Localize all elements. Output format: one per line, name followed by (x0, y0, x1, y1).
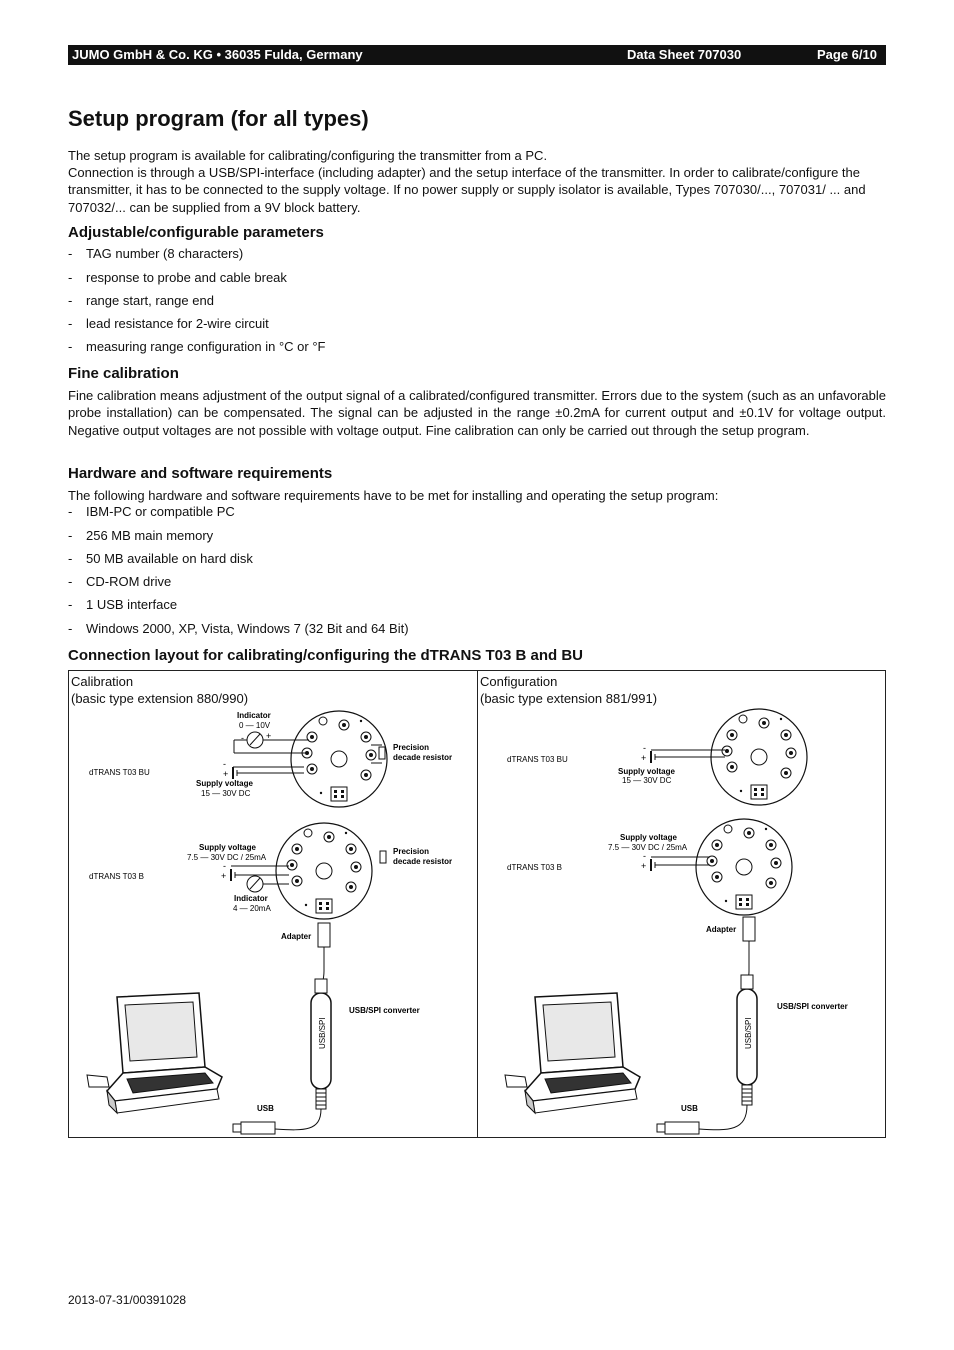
left-bu-transmitter (291, 711, 387, 807)
supply-top-range: 15 — 30V DC (201, 789, 251, 798)
left-converter-text: USB/SPI (318, 1017, 327, 1049)
list-item: - range start, range end (68, 293, 214, 308)
list-item: - TAG number (8 characters) (68, 246, 244, 261)
wiring-diagram (69, 671, 885, 1137)
intro-line-2: Connection is through a USB/SPI-interface (including adapter) and the setup interface of the transmitter. In order to calibrate/configure the transmitter, it has to be connected to the supply voltage. If no power supply or supply isolator is available, Types 707030/..., 707031/ ... and 707032/... can be supplied from a 9V block battery. (68, 165, 866, 215)
right-supply-mid-range: 7.5 — 30V DC / 25mA (608, 843, 688, 852)
left-b-transmitter (276, 823, 372, 919)
svg-text:+: + (223, 769, 229, 779)
list-item: - 1 USB interface (68, 597, 178, 612)
svg-text:+: + (221, 871, 227, 881)
right-converter-label: USB/SPI converter (777, 1002, 848, 1011)
svg-text:+: + (641, 861, 647, 871)
header-page: Page 6/10 (817, 47, 877, 62)
precision-top: Precision (393, 743, 430, 752)
svg-text:+: + (266, 731, 272, 741)
fine-heading: Fine calibration (68, 365, 179, 382)
right-adapter-label: Adapter (706, 925, 737, 934)
right-adapter-icon (743, 917, 755, 971)
indicator-top-label: Indicator (237, 711, 271, 720)
left-bu-label: dTRANS T03 BU (89, 768, 150, 777)
right-bu-label: dTRANS T03 BU (507, 755, 568, 764)
right-b-label: dTRANS T03 B (507, 863, 562, 872)
right-b-transmitter (696, 819, 792, 915)
indicator-bot-range: 4 — 20mA (233, 904, 271, 913)
supply-top-label: Supply voltage (196, 779, 253, 788)
calibration-title: Calibration (basic type extension 880/990) (71, 674, 249, 706)
right-supply-top-range: 15 — 30V DC (622, 776, 672, 785)
left-converter-label: USB/SPI converter (349, 1006, 420, 1015)
header-datasheet: Data Sheet 707030 (627, 47, 742, 62)
page-header (68, 45, 886, 65)
svg-text:-: - (241, 733, 244, 743)
params-heading: Adjustable/configurable parameters (68, 224, 324, 241)
left-laptop-icon (87, 993, 222, 1113)
fine-text: Fine calibration means adjustment of the output signal of a calibrated/configured transmitter. Errors due to the system (such as an unfavorable probe installation) can be compensated. The signal can be adjusted in the range ±0.2mA for current output and ±0.1V for voltage output. Negative output voltages are not possible with voltage output. Fine calibration can only be carried out through the setup program. (68, 388, 886, 438)
right-supply-top-label: Supply voltage (618, 767, 675, 776)
indicator-bot-label: Indicator (234, 894, 268, 903)
left-adapter-label: Adapter (281, 932, 312, 941)
precision-bot: Precision (393, 847, 430, 856)
right-cable-bottom (699, 1105, 747, 1130)
right-laptop-icon (505, 993, 640, 1113)
connection-figure (68, 670, 886, 1138)
hardware-heading: Hardware and software requirements (68, 465, 333, 482)
svg-text:-: - (643, 851, 646, 861)
hardware-intro: The following hardware and software requirements have to be met for installing and operating the setup program: (68, 488, 719, 503)
list-item: - 50 MB available on hard disk (68, 551, 253, 566)
list-item: - measuring range configuration in °C or °F (68, 339, 326, 354)
intro-line-1: The setup program is available for calibrating/configuring the transmitter from a PC. (68, 148, 548, 163)
list-item: - lead resistance for 2-wire circuit (68, 316, 269, 331)
supply-mid-label: Supply voltage (199, 843, 256, 852)
connection-heading: Connection layout for calibrating/configuring the dTRANS T03 B and BU (68, 647, 584, 664)
list-item: - CD-ROM drive (68, 574, 172, 589)
right-supply-mid-label: Supply voltage (620, 833, 677, 842)
left-cable-bottom (275, 1109, 321, 1130)
list-item: - 256 MB main memory (68, 528, 214, 543)
right-usb-plug-icon (657, 1122, 699, 1134)
svg-text:-: - (223, 759, 226, 769)
svg-text:-: - (223, 861, 226, 871)
page-title: Setup program (for all types) (68, 106, 369, 131)
header-company: JUMO GmbH & Co. KG • 36035 Fulda, Germany (72, 47, 363, 62)
footer-doc-id: 2013-07-31/00391028 (68, 1293, 187, 1307)
list-item: - response to probe and cable break (68, 270, 287, 285)
left-usb-label: USB (257, 1104, 274, 1113)
right-converter-text: USB/SPI (744, 1017, 753, 1049)
indicator-top-range: 0 — 10V (239, 721, 271, 730)
svg-text:-: - (643, 743, 646, 753)
list-item: - Windows 2000, XP, Vista, Windows 7 (32 Bit and 64 Bit) (68, 621, 409, 636)
left-adapter-icon (318, 923, 330, 971)
decade-bot: decade resistor (393, 857, 453, 866)
decade-top: decade resistor (393, 753, 453, 762)
right-usb-label: USB (681, 1104, 698, 1113)
supply-mid-range: 7.5 — 30V DC / 25mA (187, 853, 267, 862)
list-item: - IBM-PC or compatible PC (68, 504, 235, 519)
left-b-label: dTRANS T03 B (89, 872, 144, 881)
right-bu-transmitter (711, 709, 807, 805)
left-usb-plug-icon (233, 1122, 275, 1134)
configuration-title: Configuration (basic type extension 881/991) (480, 674, 658, 706)
svg-text:+: + (641, 753, 647, 763)
decade-resistor-bot-icon (380, 851, 386, 863)
